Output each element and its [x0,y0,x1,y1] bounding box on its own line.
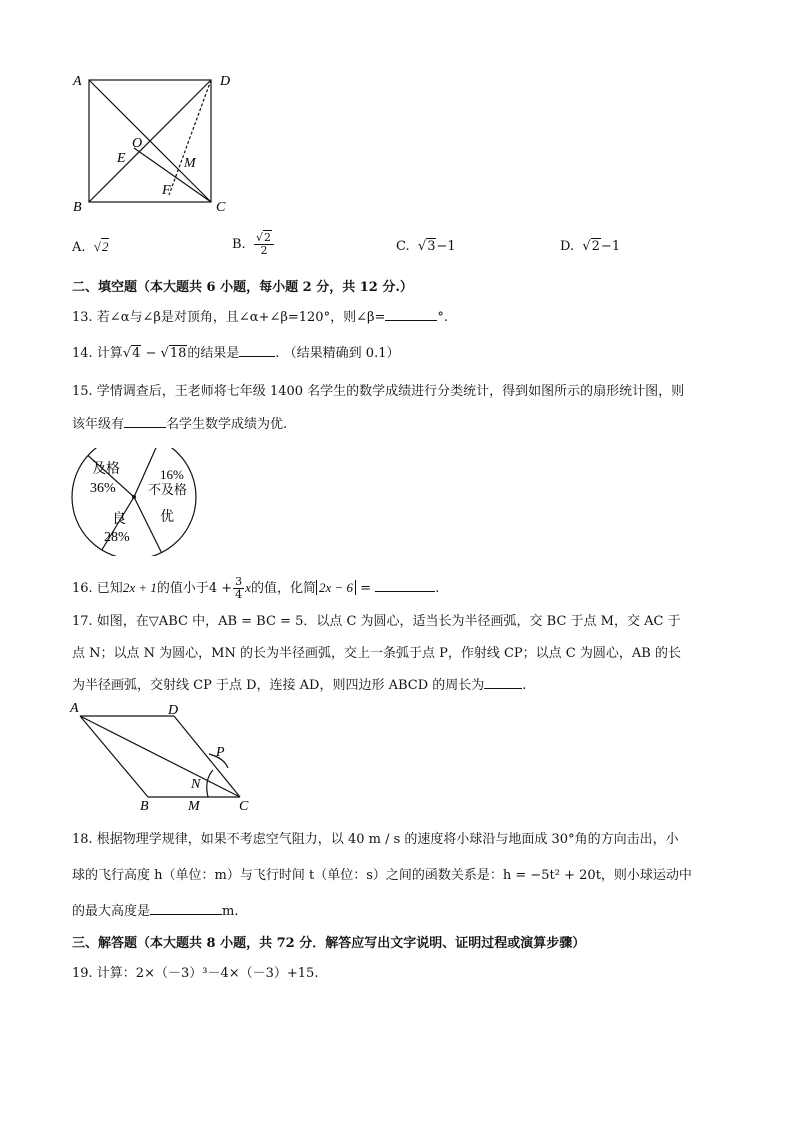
question-15-line2: 该年级有 名学生数学成绩为优. [72,417,288,432]
pie-slice-edge-1 [134,497,162,553]
question-15-line1: 15. 学情调查后，王老师将七年级 1400 名学生的数学成绩进行分类统计，得到如图所示的扇形统计图，则 [72,384,685,399]
label-good: 良 [112,512,126,527]
label-A2: A [70,701,79,716]
parallelogram-figure [68,698,268,814]
question-19: 19. 计算：2×（－3）³－4×（－3）+15. [72,966,319,981]
question-13: 13. 若∠α与∠β是对顶角，且∠α+∠β=120°，则∠β= °. [72,310,449,325]
question-17-line2: 点 N；以点 N 为圆心，MN 的长为半径画弧，交上一条弧于点 P，作射线 CP；以点 C 为圆心，AB 的长 [72,646,681,661]
label-good-pct: 28% [104,530,130,545]
question-16: 16. 已知2x + 1的值小于4 + $\frac{3}{4}$ x的值，化简 2x − 6 = . [72,575,440,601]
square-figure [70,68,240,218]
question-14: 14. 计算√4 − √18的结果是 . （结果精确到 0.1） [72,346,400,361]
label-excellent: 优 [160,510,174,525]
question-18-line2: 球的飞行高度 h（单位：m）与飞行时间 t（单位：s）之间的函数关系是：h = −5t² + 20t，则小球运动中 [72,868,692,883]
label-A: A [73,74,82,89]
label-E: E [117,151,126,166]
question-18-line3: 的最大高度是 m. [72,904,239,919]
label-fail-pct: 16% [160,467,184,482]
label-B: B [73,200,82,215]
choice-a: A. √2 [72,239,109,255]
section-2-heading: 二、填空题（本大题共 6 小题，每小题 2 分，共 12 分.） [72,280,413,295]
label-pass: 及格 [92,462,120,477]
label-D2: D [168,703,179,718]
choice-d: D. √2−1 [560,239,621,254]
label-M2: M [188,799,200,814]
label-D: D [220,74,231,89]
label-fail: 不及格 [148,482,188,497]
choice-c: C. √3−1 [396,239,456,254]
label-N: N [191,777,201,792]
label-pass-pct: 36% [90,481,116,496]
label-O: O [132,136,143,151]
question-18-line1: 18. 根据物理学规律，如果不考虑空气阻力，以 40 m / s 的速度将小球沿与地面成 30°角的方向击出，小 [72,832,679,847]
section-3-heading: 三、解答题（本大题共 8 小题，共 72 分．解答应写出文字说明、证明过程或演算步骤） [72,936,586,951]
question-17-line3: 为半径画弧，交射线 CP 于点 D，连接 AD，则四边形 ABCD 的周长为 . [72,678,527,693]
pie-chart [68,448,200,556]
label-B2: B [140,799,149,814]
label-P: P [216,745,225,760]
label-C2: C [239,799,249,814]
pie-center [132,495,136,499]
pie-outline [72,448,196,556]
label-F: F [162,183,171,198]
choice-b: B. $\frac{√2}{2}$ [232,232,274,257]
label-M: M [184,156,196,171]
label-C: C [216,200,226,215]
question-17-line1: 17. 如图，在▽ABC 中，AB = BC = 5．以点 C 为圆心，适当长为半径画弧，交 BC 于点 M，交 AC 于 [72,614,681,629]
